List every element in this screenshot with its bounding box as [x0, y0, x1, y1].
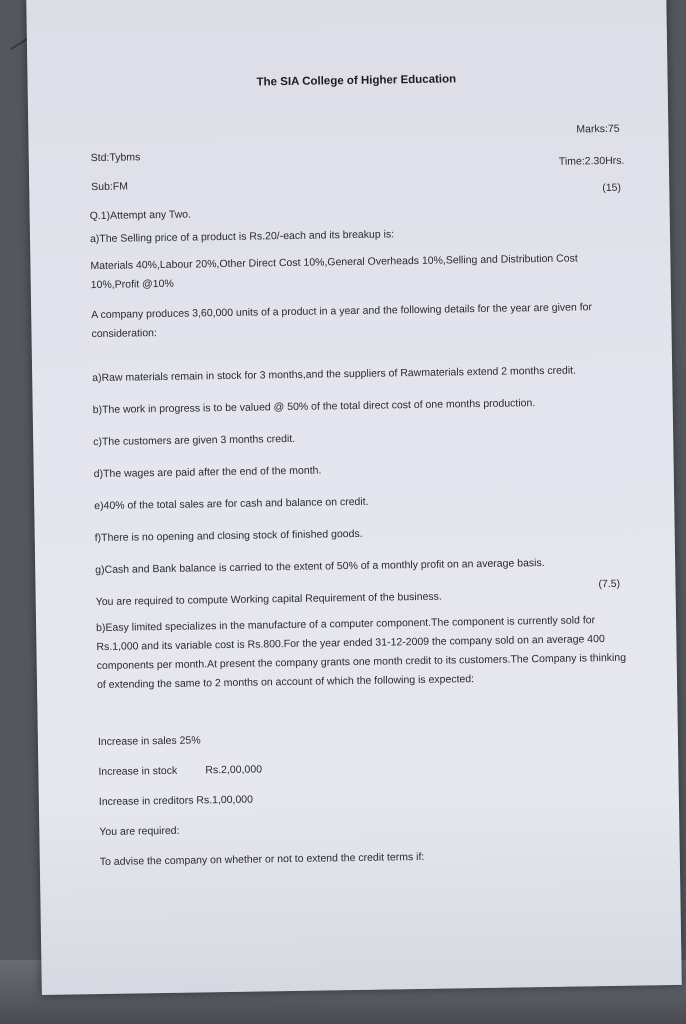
q1a-breakup: Materials 40%,Labour 20%,Other Direct Cost 10%,General Overheads 10%,Selling and Distribution Cost 10%,Profit @10% — [90, 252, 578, 292]
subject-label: Sub:FM — [91, 180, 129, 194]
q1a-marks: (7.5) — [598, 577, 621, 591]
q1a-item: b)The work in progress is to be valued @ 50% of the total direct cost of one months production. — [92, 397, 536, 417]
q1a-item: c)The customers are given 3 months credit. — [93, 432, 296, 449]
q1-marks: (15) — [602, 181, 622, 195]
q1a-item: f)There is no opening and closing stock of finished goods. — [94, 527, 363, 545]
q1a-intro: a)The Selling price of a product is Rs.20/-each and its breakup is: — [89, 228, 395, 246]
q1a-required: You are required to compute Working capital Requirement of the business. — [95, 590, 442, 609]
q1b-stock-label: Increase in stock — [98, 764, 178, 779]
q1-heading: Q.1)Attempt any Two. — [89, 208, 192, 223]
time-label: Time:2.30Hrs. — [558, 154, 625, 168]
q1a-item: e)40% of the total sales are for cash and balance on credit. — [94, 495, 369, 513]
std-label: Std:Tybms — [90, 151, 141, 165]
q1a-item: d)The wages are paid after the end of the month. — [93, 464, 322, 481]
q1b-sales: Increase in sales 25% — [97, 734, 201, 749]
marks-label: Marks:75 — [576, 122, 620, 136]
q1b-stock-value: Rs.2,00,000 — [205, 763, 263, 777]
q1b-text: b)Easy limited specializes in the manufacture of a computer component.The component is currently sold for Rs.1,000 and its variable cost is Rs.800.For the year ended 31-12-2009 the company sold on an average 400 components per month.At present the company grants one month credit to its customers.The Company is thinking of extending the same to 2 months on account of which the following is expected: — [96, 614, 627, 692]
q1a-item: g)Cash and Bank balance is carried to the extent of 50% of a monthly profit on an average basis. — [95, 557, 545, 577]
college-title: The SIA College of Higher Education — [256, 73, 457, 89]
q1b-advise: To advise the company on whether or not to extend the credit terms if: — [99, 850, 425, 869]
q1a-company: A company produces 3,60,000 units of a product in a year and the following details for the year are given for consideration: — [91, 301, 593, 341]
q1b-required: You are required: — [99, 824, 180, 839]
q1b-creditors: Increase in creditors Rs.1,00,000 — [98, 793, 254, 809]
exam-paper — [26, 0, 682, 995]
q1a-item: a)Raw materials remain in stock for 3 months,and the suppliers of Rawmaterials extend 2 months credit. — [92, 364, 577, 385]
